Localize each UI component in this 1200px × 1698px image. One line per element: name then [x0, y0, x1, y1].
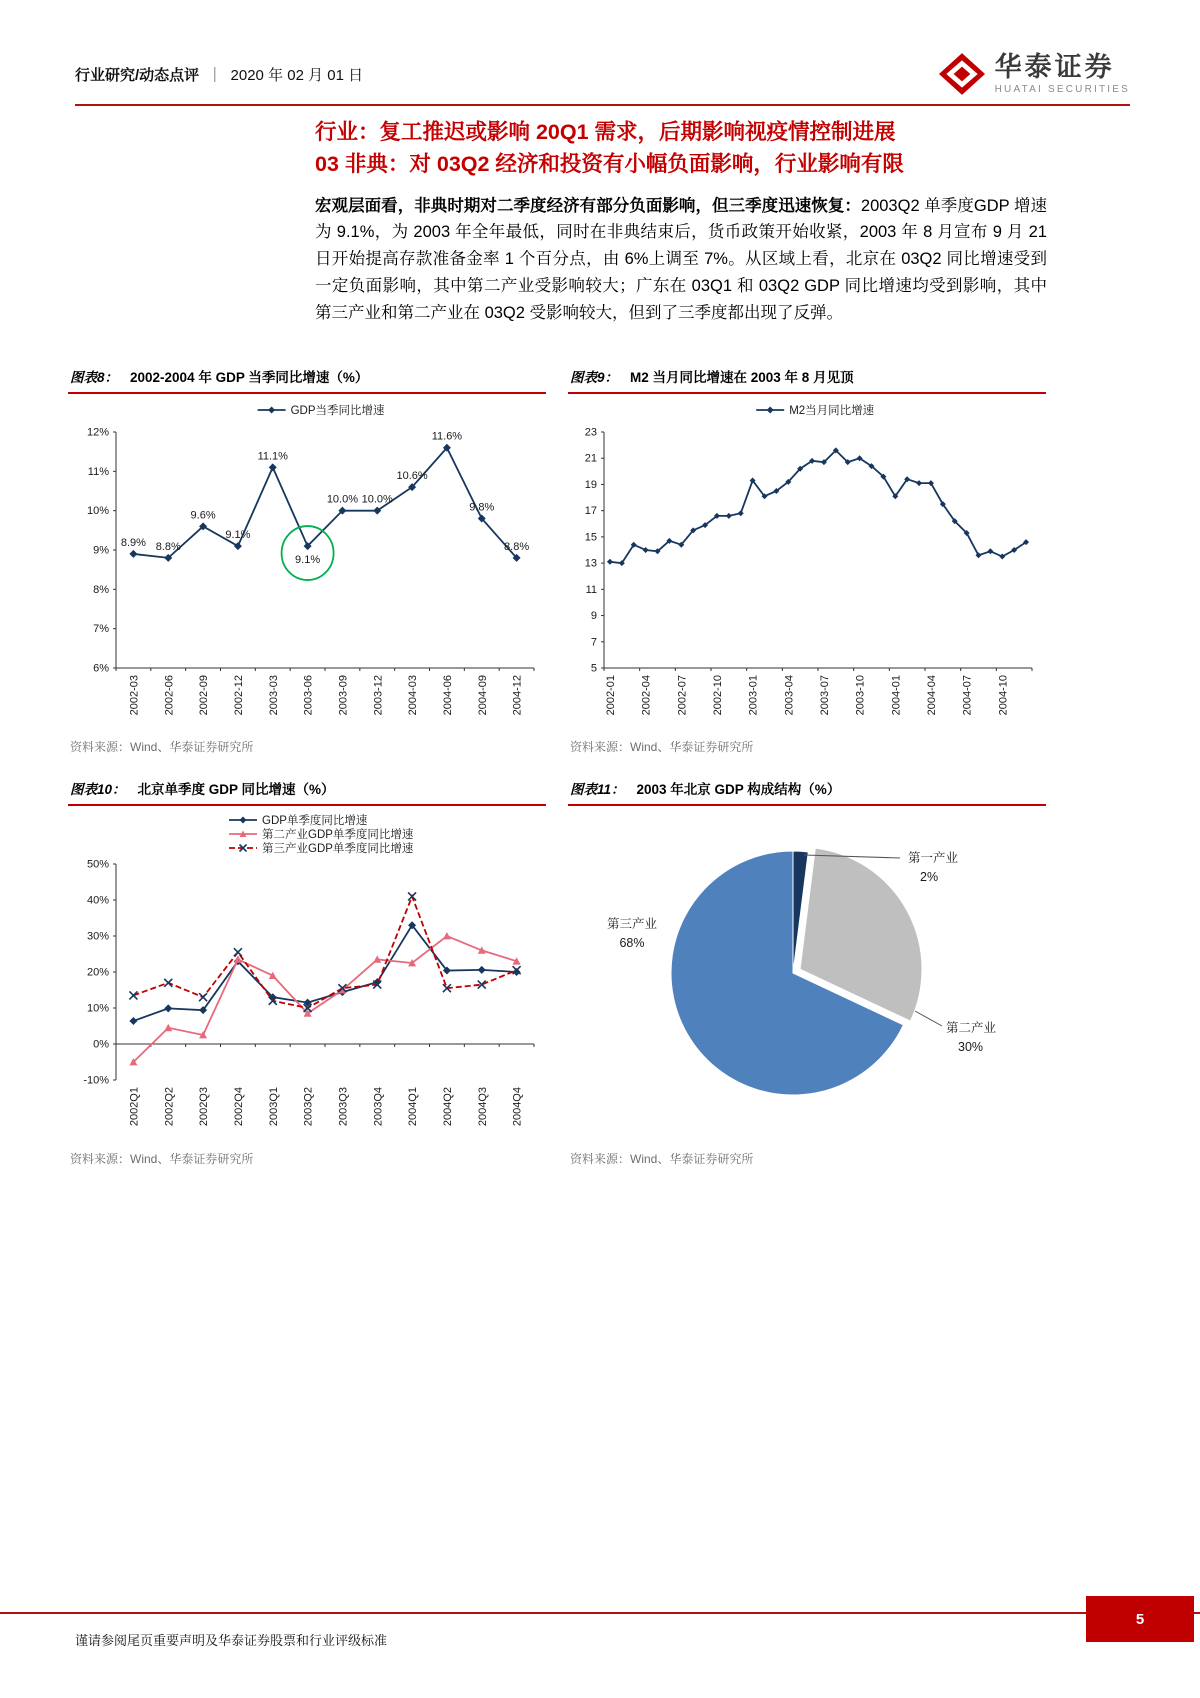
page-number-badge: 5 [1086, 1596, 1194, 1642]
svg-text:7: 7 [590, 636, 597, 649]
svg-text:2003-01: 2003-01 [747, 675, 760, 716]
figure-9-label: 图表9： [570, 370, 619, 385]
figure-10-label: 图表10： [70, 782, 126, 797]
svg-text:10%: 10% [86, 1002, 109, 1015]
svg-text:23: 23 [584, 426, 597, 439]
svg-text:2003-06: 2003-06 [302, 675, 315, 716]
svg-text:第一产业: 第一产业 [908, 851, 959, 865]
svg-text:13: 13 [584, 557, 597, 570]
huatai-logo-icon [939, 53, 985, 95]
svg-text:2002-07: 2002-07 [676, 675, 689, 716]
header-divider [75, 104, 1130, 106]
footer-divider [0, 1612, 1200, 1614]
svg-text:第三产业GDP单季度同比增速: 第三产业GDP单季度同比增速 [262, 843, 414, 855]
brand-name-cn: 华泰证券 [994, 52, 1115, 83]
svg-text:2004-01: 2004-01 [890, 675, 903, 716]
section-title-line1: 行业：复工推迟或影响 20Q1 需求，后期影响视疫情控制进展 [315, 120, 896, 144]
svg-text:第三产业: 第三产业 [606, 917, 658, 931]
svg-text:9.1%: 9.1% [295, 554, 321, 567]
figure-9-title [568, 364, 1046, 394]
svg-text:11%: 11% [87, 465, 109, 478]
svg-text:2003-09: 2003-09 [337, 675, 350, 716]
svg-text:2003Q3: 2003Q3 [337, 1087, 350, 1127]
svg-text:20%: 20% [86, 966, 109, 979]
svg-text:19: 19 [584, 478, 597, 491]
figure-9-name: M2 当月同比增速在 2003 年 8 月见顶 [630, 370, 854, 385]
svg-text:21: 21 [584, 452, 597, 465]
svg-text:2003-10: 2003-10 [854, 675, 867, 716]
svg-text:68%: 68% [619, 936, 645, 950]
svg-text:30%: 30% [958, 1040, 984, 1054]
svg-text:2002-04: 2002-04 [640, 675, 653, 716]
figure-11-source: 资料来源：Wind、华泰证券研究所 [570, 1152, 754, 1166]
svg-text:6%: 6% [93, 662, 109, 675]
svg-text:2004-12: 2004-12 [511, 675, 524, 716]
figure-8-label: 图表8： [70, 370, 119, 385]
svg-text:0%: 0% [93, 1038, 109, 1051]
svg-text:2002-12: 2002-12 [232, 675, 245, 716]
body-paragraph [315, 193, 1047, 327]
svg-text:2002Q1: 2002Q1 [128, 1087, 141, 1127]
svg-text:2003Q4: 2003Q4 [372, 1087, 385, 1127]
svg-text:2002Q3: 2002Q3 [198, 1087, 211, 1127]
figure-8-name: 2002-2004 年 GDP 当季同比增速（%） [130, 370, 369, 385]
svg-text:9.6%: 9.6% [190, 509, 216, 522]
svg-text:11: 11 [585, 583, 597, 596]
figure-10 [68, 776, 546, 1167]
svg-text:9%: 9% [93, 544, 109, 557]
svg-text:2004Q1: 2004Q1 [407, 1087, 420, 1127]
gdp-quarterly-growth-line-chart [68, 396, 546, 734]
svg-text:2003Q1: 2003Q1 [267, 1087, 280, 1127]
svg-text:50%: 50% [86, 858, 109, 871]
brand-text [995, 53, 1130, 94]
header-separator: ｜ [207, 66, 223, 84]
svg-text:2003-12: 2003-12 [372, 675, 385, 716]
report-date: 2020 年 02 月 01 日 [230, 66, 364, 84]
paragraph-lead-bold: 宏观层面看，非典时期对二季度经济有部分负面影响，但三季度迅速恢复： [315, 196, 861, 215]
svg-text:2004Q4: 2004Q4 [511, 1087, 524, 1127]
svg-text:9.1%: 9.1% [225, 529, 251, 542]
svg-text:8.8%: 8.8% [504, 540, 530, 553]
report-meta [75, 64, 363, 85]
doc-type-label: 行业研究/动态点评 [75, 66, 200, 84]
section-title-line2: 03 非典：对 03Q2 经济和投资有小幅负面影响，行业影响有限 [315, 152, 904, 177]
svg-text:10.0%: 10.0% [326, 493, 359, 506]
svg-text:2004-04: 2004-04 [925, 675, 938, 716]
svg-text:2003-07: 2003-07 [818, 675, 831, 716]
svg-text:30%: 30% [86, 930, 109, 943]
svg-text:2004-07: 2004-07 [961, 675, 974, 716]
svg-text:17: 17 [584, 505, 597, 518]
svg-text:11.1%: 11.1% [257, 450, 288, 463]
beijing-gdp-growth-line-chart [68, 808, 546, 1146]
svg-text:2004Q3: 2004Q3 [476, 1087, 489, 1127]
figure-11-title [568, 776, 1046, 806]
svg-text:8%: 8% [93, 583, 109, 596]
brand [939, 53, 1130, 95]
figure-11-name: 2003 年北京 GDP 构成结构（%） [636, 782, 841, 797]
figure-11-label: 图表11： [570, 782, 625, 797]
svg-text:2004-06: 2004-06 [441, 675, 454, 716]
svg-text:2002-01: 2002-01 [604, 675, 617, 716]
svg-text:-10%: -10% [83, 1074, 109, 1087]
figure-9 [568, 364, 1046, 755]
svg-text:10.0%: 10.0% [361, 493, 393, 506]
svg-text:第二产业: 第二产业 [946, 1021, 997, 1035]
figure-9-source: 资料来源：Wind、华泰证券研究所 [570, 740, 754, 754]
figure-10-source: 资料来源：Wind、华泰证券研究所 [70, 1152, 254, 1166]
paragraph-text: 2003Q2 单季度GDP 增速为 9.1%，为 2003 年全年最低，同时在非典结束后，货币政策开始收紧，2003 年 8 月宣布 9 月 21 日开始提高存款准备金率 1 个百分点，由 6%上调至 7%。从区域上看，北京在 03Q2 同比增速受到一定负面影响，其中第二产业受影响较大；广东在 03Q1 和 03Q2 GDP 同比增速均受到影响，其中第三产业和第二产业在 03Q2 受影响较大，但到了三季度都出现了反弹。 [315, 196, 1048, 323]
svg-text:2002Q4: 2002Q4 [232, 1087, 245, 1127]
svg-text:GDP单季度同比增速: GDP单季度同比增速 [262, 815, 368, 827]
svg-text:40%: 40% [86, 894, 109, 907]
svg-text:10%: 10% [86, 505, 109, 518]
svg-text:GDP当季同比增速: GDP当季同比增速 [290, 405, 385, 417]
svg-text:7%: 7% [93, 623, 109, 636]
page-header [75, 48, 1130, 100]
svg-text:2002Q2: 2002Q2 [163, 1087, 176, 1127]
svg-text:2002-10: 2002-10 [711, 675, 724, 716]
figure-8-source: 资料来源：Wind、华泰证券研究所 [70, 740, 254, 754]
figure-8 [68, 364, 546, 755]
svg-text:2002-03: 2002-03 [128, 675, 141, 716]
svg-text:M2当月同比增速: M2当月同比增速 [789, 405, 875, 417]
figure-row-1 [68, 364, 1068, 755]
svg-text:9.8%: 9.8% [469, 501, 495, 514]
figure-10-title [68, 776, 546, 806]
svg-text:12%: 12% [86, 426, 109, 439]
svg-text:2003-04: 2003-04 [783, 675, 796, 716]
svg-text:2%: 2% [920, 870, 939, 884]
svg-text:8.9%: 8.9% [120, 536, 146, 549]
svg-text:2002-06: 2002-06 [163, 675, 176, 716]
svg-text:第二产业GDP单季度同比增速: 第二产业GDP单季度同比增速 [262, 829, 414, 841]
svg-text:8.8%: 8.8% [155, 540, 181, 553]
svg-text:11.6%: 11.6% [431, 430, 463, 443]
svg-text:5: 5 [590, 662, 597, 675]
svg-text:2002-09: 2002-09 [198, 675, 211, 716]
svg-text:2004Q2: 2004Q2 [441, 1087, 454, 1127]
svg-text:2003-03: 2003-03 [267, 675, 280, 716]
figure-row-2 [68, 776, 1068, 1167]
figure-10-name: 北京单季度 GDP 同比增速（%） [137, 782, 335, 797]
svg-text:9: 9 [590, 610, 597, 623]
svg-text:2004-03: 2004-03 [407, 675, 420, 716]
beijing-gdp-composition-pie-chart [568, 808, 1046, 1146]
m2-growth-line-chart [568, 396, 1046, 734]
report-body [315, 116, 1047, 327]
brand-name-en: HUATAI SECURITIES [994, 83, 1130, 95]
figure-8-title [68, 364, 546, 394]
svg-text:2004-10: 2004-10 [997, 675, 1010, 716]
svg-text:2003Q2: 2003Q2 [302, 1087, 315, 1127]
footer-disclaimer: 谨请参阅尾页重要声明及华泰证券股票和行业评级标准 [75, 1633, 388, 1648]
figure-11 [568, 776, 1046, 1167]
svg-text:15: 15 [584, 531, 597, 544]
svg-text:10.6%: 10.6% [396, 470, 428, 483]
svg-text:2004-09: 2004-09 [476, 675, 489, 716]
